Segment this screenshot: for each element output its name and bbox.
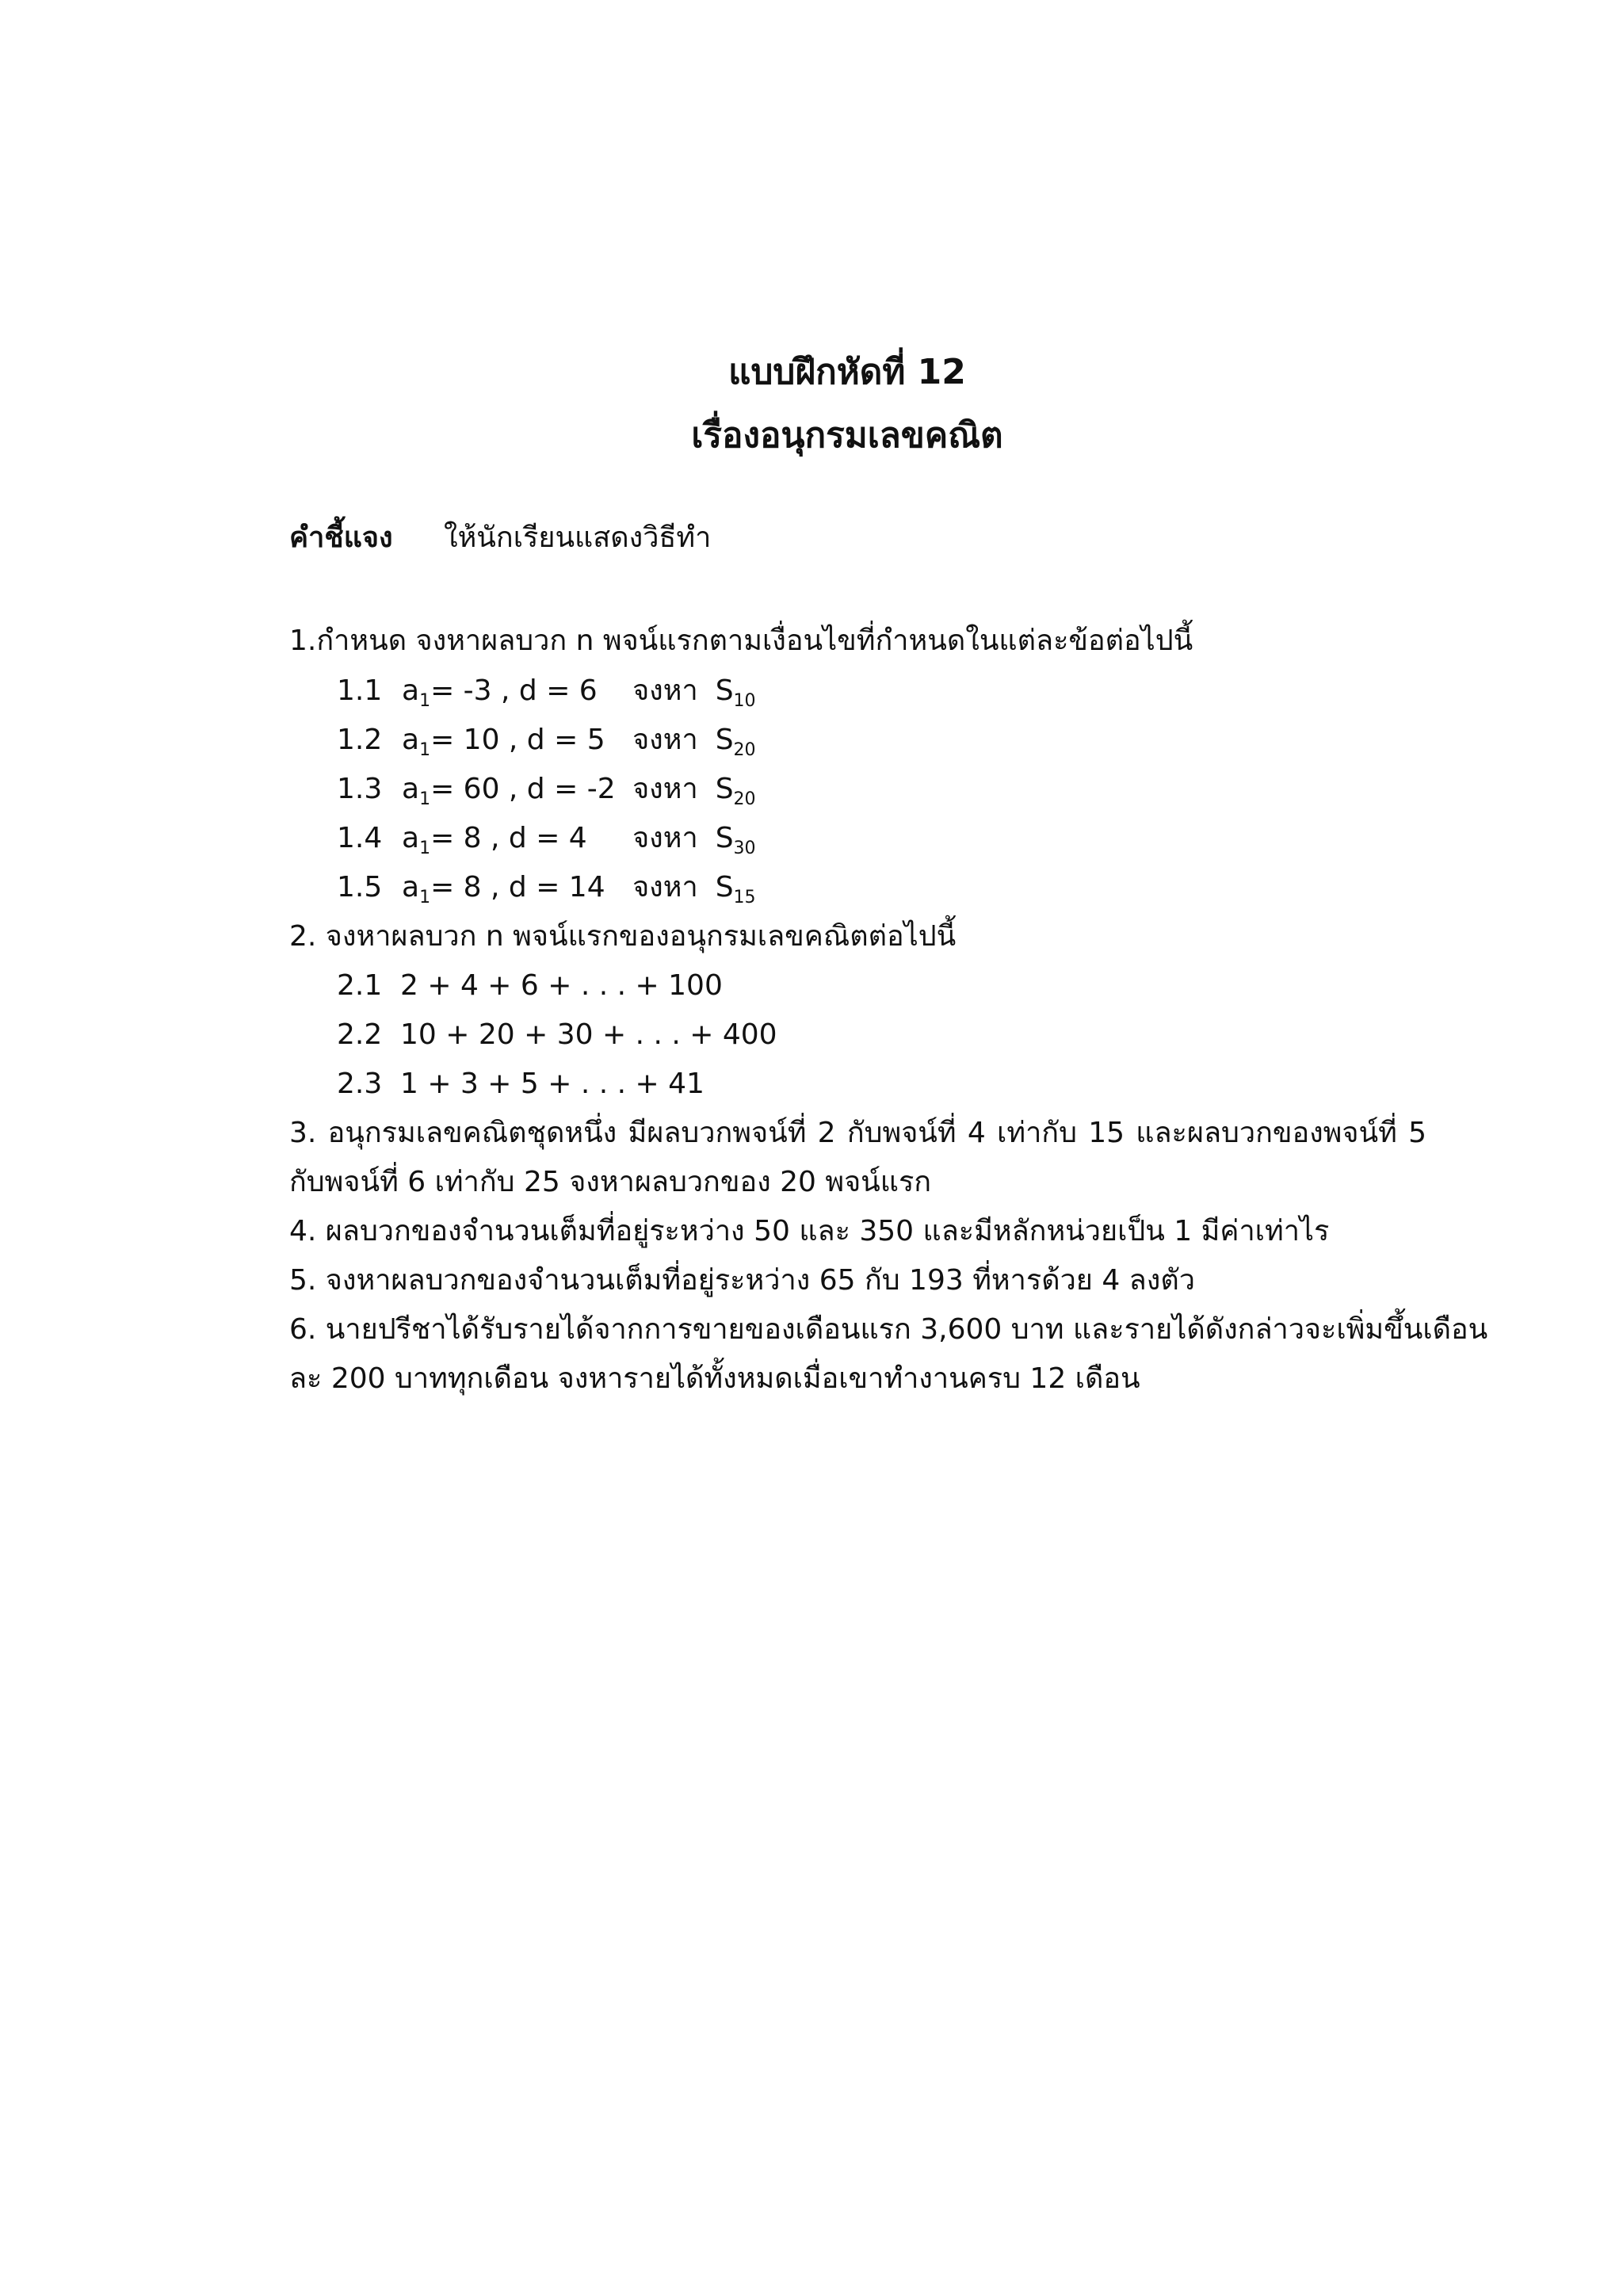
question-2: 2. จงหาผลบวก n พจน์แรกของอนุกรมเลขคณิตต่อไปนี้ [289, 920, 957, 953]
question-1-item-5 [337, 869, 756, 907]
s-label: S [715, 871, 734, 904]
s-subscript: 10 [733, 691, 756, 711]
condition: = 60 , d = -2 [430, 773, 616, 805]
s-subscript: 20 [733, 789, 756, 809]
series-expression: 10 + 20 + 30 + . . . + 400 [400, 1018, 777, 1051]
s-label: S [715, 724, 734, 756]
question-1-item-2 [337, 721, 756, 759]
ask-text: จงหา [632, 674, 698, 707]
question-6-line-2: ละ 200 บาททุกเดือน จงหารายได้ทั้งหมดเมื่อเขาทำงานครบ 12 เดือน [289, 1362, 1140, 1395]
a-label: a [402, 871, 420, 904]
a-label: a [402, 822, 420, 854]
a-label: a [402, 674, 420, 707]
item-number: 1.5 [337, 871, 383, 904]
item-number: 1.3 [337, 773, 383, 805]
condition: = 10 , d = 5 [430, 724, 605, 756]
question-1-item-1 [337, 672, 756, 710]
a-subscript: 1 [419, 740, 431, 760]
ask-text: จงหา [632, 773, 698, 805]
a-subscript: 1 [419, 691, 431, 711]
a-label: a [402, 773, 420, 805]
question-3-line-2: กับพจน์ที่ 6 เท่ากับ 25 จงหาผลบวกของ 20 พจน์แรก [289, 1166, 932, 1198]
question-3-line-1: 3. อนุกรมเลขคณิตชุดหนึ่ง มีผลบวกพจน์ที่ 2 กับพจน์ที่ 4 เท่ากับ 15 และผลบวกของพจน์ที่ 5 [289, 1117, 1426, 1149]
instruction-text: ให้นักเรียนแสดงวิธีทำ [444, 521, 712, 554]
item-number: 1.2 [337, 724, 383, 756]
s-label: S [715, 822, 734, 854]
item-number: 2.3 [337, 1068, 383, 1100]
a-label: a [402, 724, 420, 756]
item-number: 2.2 [337, 1018, 383, 1051]
series-expression: 2 + 4 + 6 + . . . + 100 [400, 969, 723, 1002]
ask-text: จงหา [632, 724, 698, 756]
condition: = 8 , d = 14 [430, 871, 605, 904]
s-subscript: 30 [733, 839, 756, 858]
question-2-item-3 [337, 1065, 705, 1103]
s-subscript: 20 [733, 740, 756, 760]
question-1: 1.กำหนด จงหาผลบวก n พจน์แรกตามเงื่อนไขที่กำหนดในแต่ละข้อต่อไปนี้ [289, 625, 1193, 657]
worksheet-subtitle: เรื่องอนุกรมเลขคณิต [691, 415, 1003, 456]
instruction-label: คำชี้แจง [289, 521, 393, 554]
ask-text: จงหา [632, 822, 698, 854]
ask-text: จงหา [632, 871, 698, 904]
question-1-item-4 [337, 819, 756, 858]
question-2-item-2 [337, 1016, 777, 1054]
s-subscript: 15 [733, 888, 756, 907]
item-number: 1.4 [337, 822, 383, 854]
a-subscript: 1 [419, 839, 431, 858]
question-4: 4. ผลบวกของจำนวนเต็มที่อยู่ระหว่าง 50 และ 350 และมีหลักหน่วยเป็น 1 มีค่าเท่าไร [289, 1215, 1330, 1247]
item-number: 2.1 [337, 969, 383, 1002]
question-1-item-3 [337, 770, 756, 808]
a-subscript: 1 [419, 888, 431, 907]
s-label: S [715, 773, 734, 805]
condition: = -3 , d = 6 [430, 674, 598, 707]
a-subscript: 1 [419, 789, 431, 809]
worksheet-title: แบบฝึกหัดที่ 12 [728, 352, 966, 392]
condition: = 8 , d = 4 [430, 822, 587, 854]
s-label: S [715, 674, 734, 707]
question-6-line-1: 6. นายปรีชาได้รับรายได้จากการขายของเดือนแรก 3,600 บาท และรายได้ดังกล่าวจะเพิ่มขึ้นเดือน [289, 1313, 1488, 1346]
question-5: 5. จงหาผลบวกของจำนวนเต็มที่อยู่ระหว่าง 65 กับ 193 ที่หารด้วย 4 ลงตัว [289, 1264, 1195, 1297]
question-2-item-1 [337, 967, 723, 1005]
item-number: 1.1 [337, 674, 383, 707]
series-expression: 1 + 3 + 5 + . . . + 41 [400, 1068, 705, 1100]
